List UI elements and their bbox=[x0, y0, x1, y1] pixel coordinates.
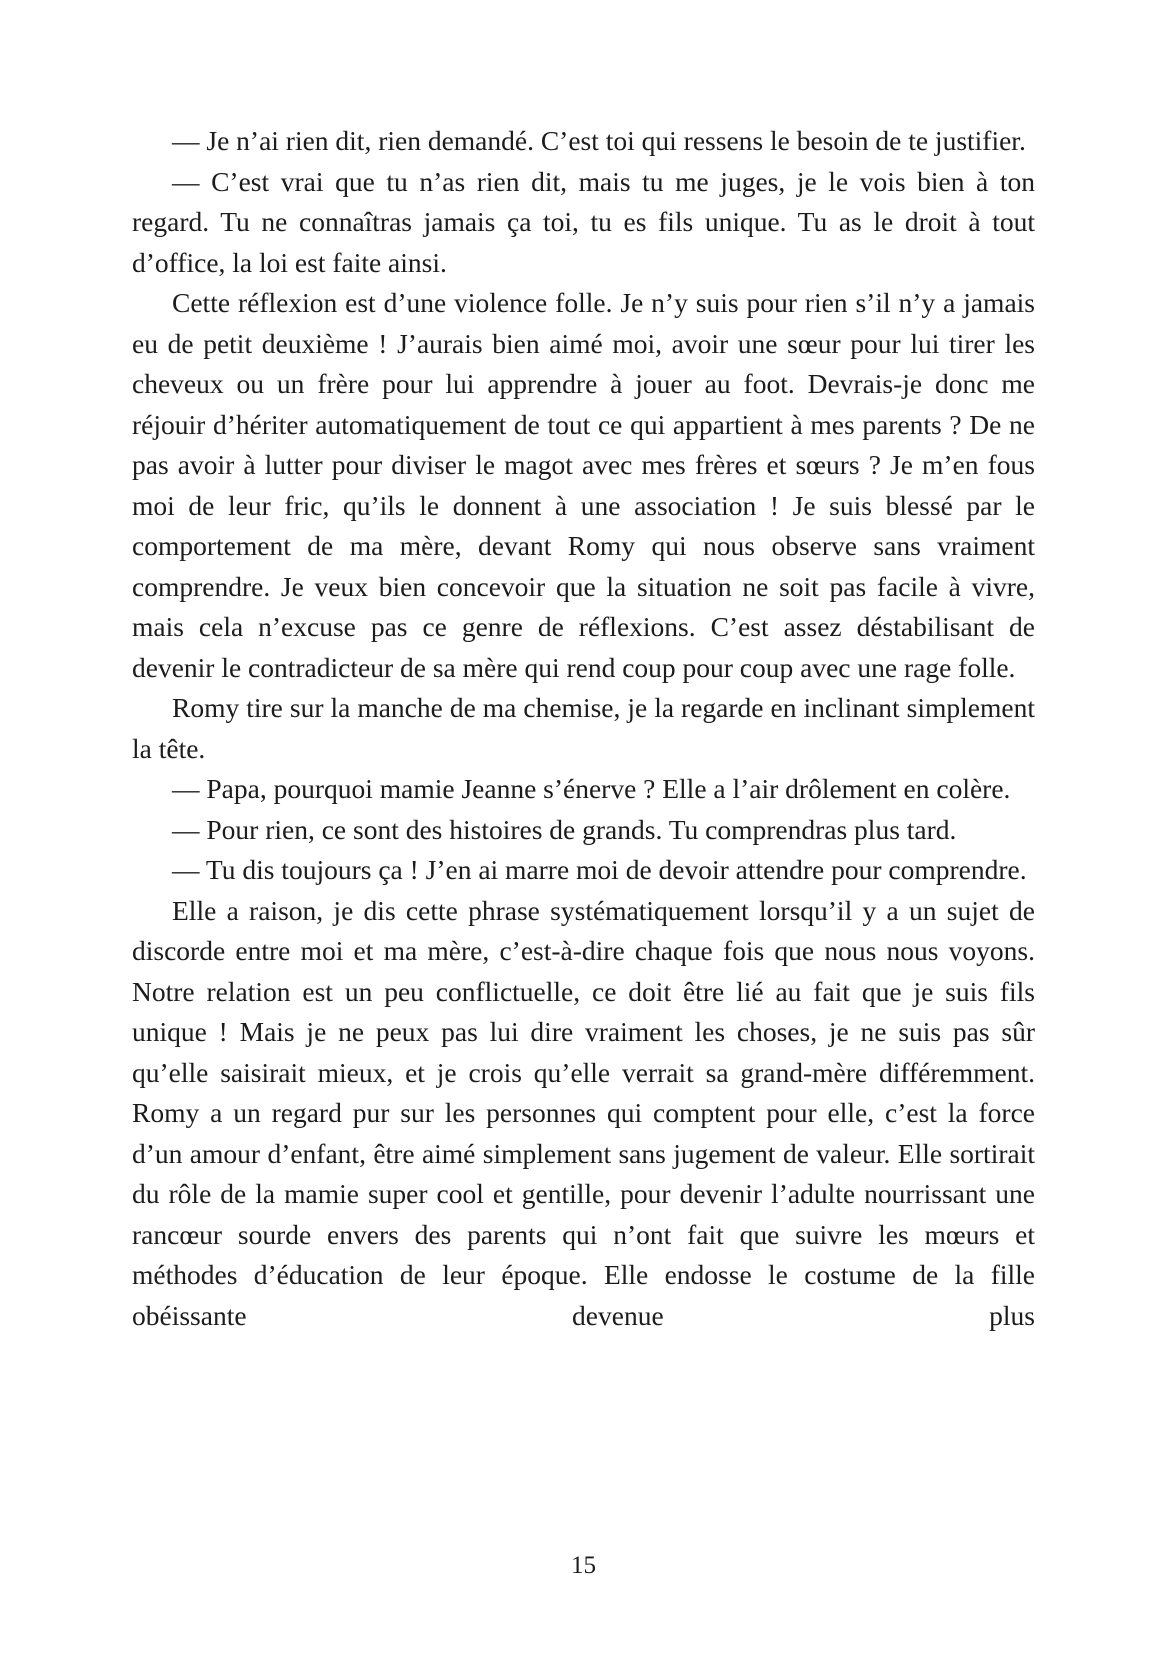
paragraph: — Pour rien, ce sont des histoires de grands. Tu comprendras plus tard. bbox=[172, 813, 957, 845]
paragraph: Cette réflexion est d’une violence folle. Je n’y suis pour rien s’il n’y a jamais eu de petit deuxième ! J’aurais bien aimé moi, avoir une sœur pour lui tirer les cheveux ou un frère pour lui apprendre à jouer au foot. Devrais-je donc me réjouir d’hériter automatiquement de tout ce qui appartient à mes parents ? De ne pas avoir à lutter pour diviser le magot avec mes frères et sœurs ? Je m’en fous moi de leur fric, qu’ils le donnent à une association ! Je suis blessé par le comportement de ma mère, devant Romy qui nous observe sans vraiment comprendre. Je veux bien concevoir que la situation ne soit pas facile à vivre, mais cela n’excuse pas ce genre de réflexions. C’est assez déstabilisant de devenir le contradicteur de sa mère qui rend coup pour coup avec une rage folle. bbox=[132, 287, 1035, 683]
body-text bbox=[132, 121, 1035, 1336]
paragraph-last: Elle a raison, je dis cette phrase systématiquement lorsqu’il y a un sujet de discorde entre moi et ma mère, c’est-à-dire chaque fois que nous nous voyons. Notre relation est un peu conflictuelle, ce doit être lié au fait que je suis fils unique ! Mais je ne peux pas lui dire vraiment les choses, je ne suis pas sûr qu’elle saisirait mieux, et je crois qu’elle verrait sa grand-mère différemment. Romy a un regard pur sur les personnes qui comptent pour elle, c’est la force d’un amour d’enfant, être aimé simplement sans jugement de valeur. Elle sortirait du rôle de la mamie super cool et gentille, pour devenir l’adulte nourrissant une rancœur sourde envers des parents qui n’ont fait que suivre les mœurs et méthodes d’éducation de leur époque. Elle endosse le costume de la fille obéissante devenue plus bbox=[132, 894, 1035, 1331]
paragraph: — Papa, pourquoi mamie Jeanne s’énerve ? Elle a l’air drôlement en colère. bbox=[172, 773, 1011, 804]
page-number: 15 bbox=[571, 1552, 596, 1579]
paragraph: — Je n’ai rien dit, rien demandé. C’est toi qui ressens le besoin de te justifier. bbox=[172, 125, 1026, 156]
paragraph: — Tu dis toujours ça ! J’en ai marre moi de devoir attendre pour comprendre. bbox=[172, 854, 1027, 885]
paragraph: — C’est vrai que tu n’as rien dit, mais tu me juges, je le vois bien à ton regard. Tu ne connaîtras jamais ça toi, tu es fils unique. Tu as le droit à tout d’office, la loi est faite ainsi. bbox=[132, 165, 1035, 278]
paragraph: Romy tire sur la manche de ma chemise, je la regarde en inclinant simplement la tête. bbox=[132, 692, 1035, 764]
